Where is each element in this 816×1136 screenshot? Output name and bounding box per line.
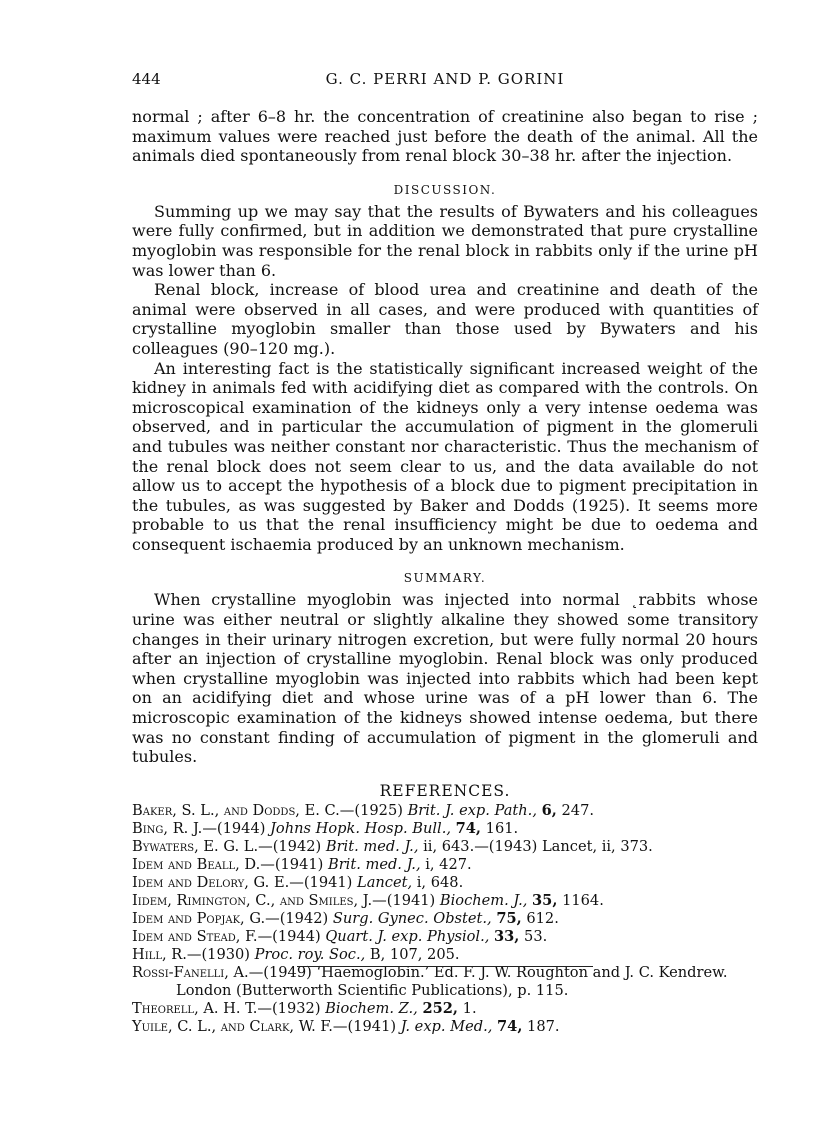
running-title: G. C. PERRI AND P. GORINI: [325, 70, 565, 88]
reference-item: Rossi-Fanelli, A.—(1949) ‘Haemoglobin.’ Ed. F. J. W. Roughton and J. C. Kendrew. London (Butterworth Scientific Publications), p. 115.: [132, 963, 728, 999]
reference-item: Bywaters, E. G. L.—(1942) Brit. med. J., ii, 643.—(1943) Lancet, ii, 373.: [132, 837, 653, 855]
reference-item: Bing, R. J.—(1944) Johns Hopk. Hosp. Bull., 74, 161.: [132, 819, 519, 837]
reference-item: Idem and Stead, F.—(1944) Quart. J. exp. Physiol., 33, 53.: [132, 927, 548, 945]
intro-paragraph: normal ; after 6–8 hr. the concentration of creatinine also began to rise ; maximum values were reached just before the death of the animal. All the animals died spontaneously from renal block 30–38 hr. after the injection.: [132, 107, 758, 166]
reference-item: Idem and Beall, D.—(1941) Brit. med. J., i, 427.: [132, 855, 472, 873]
discussion-paragraph-2: Renal block, increase of blood urea and creatinine and death of the animal were observed in all cases, and were produced with quantities of crystalline myoglobin smaller than those used by Bywaters and his colleagues (90–120 mg.).: [132, 280, 758, 358]
reference-item: Baker, S. L., and Dodds, E. C.—(1925) Brit. J. exp. Path., 6, 247.: [132, 801, 594, 819]
end-rule: [297, 966, 593, 967]
page-number: 444: [132, 70, 161, 88]
page-header: [132, 70, 758, 92]
reference-item: Theorell, A. H. T.—(1932) Biochem. Z., 252, 1.: [132, 999, 477, 1017]
references-heading: REFERENCES.: [379, 781, 511, 800]
reference-item: Idem and Popjak, G.—(1942) Surg. Gynec. Obstet., 75, 612.: [132, 909, 559, 927]
reference-item: Iidem, Rimington, C., and Smiles, J.—(1941) Biochem. J., 35, 1164.: [132, 891, 604, 909]
reference-item: Idem and Delory, G. E.—(1941) Lancet, i, 648.: [132, 873, 464, 891]
discussion-paragraph-1: Summing up we may say that the results of Bywaters and his colleagues were fully confirmed, but in addition we demonstrated that pure crystalline myoglobin was responsible for the renal block in rabbits only if the urine pH was lower than 6.: [132, 201, 758, 280]
reference-item: Hill, R.—(1930) Proc. roy. Soc., B, 107, 205.: [132, 945, 460, 963]
reference-item: Yuile, C. L., and Clark, W. F.—(1941) J. exp. Med., 74, 187.: [132, 1017, 560, 1035]
discussion-paragraph-3: An interesting fact is the statistically significant increased weight of the kidney in animals fed with acidifying diet as compared with the controls. On microscopical examination of the kidneys only a very intense oedema was observed, and in particular the accumulation of pigment in the glomeruli and tubules was neither constant nor characteristic. Thus the mechanism of the renal block does not seem clear to us, and the data available do not allow us to accept the hypothesis of a block due to pigment precipitation in the tubules, as was suggested by Baker and Dodds (1925). It seems more probable to us that the renal insufficiency might be due to oedema and consequent ischaemia produced by an unknown mechanism.: [132, 358, 758, 554]
summary-paragraph: When crystalline myoglobin was injected into normal ˛rabbits whose urine was either neutral or slightly alkaline they showed some transitory changes in their urinary nitrogen excretion, but were fully normal 20 hours after an injection of crystalline myoglobin. Renal block was only produced when crystalline myoglobin was injected into rabbits which had been kept on an acidifying diet and whose urine was of a pH lower than 6. The microscopic examination of the kidneys showed intense oedema, but there was no constant finding of accumulation of pigment in the glomeruli and tubules.: [132, 590, 758, 767]
summary-heading: SUMMARY.: [403, 571, 487, 586]
references-list: [132, 802, 758, 1036]
discussion-heading: DISCUSSION.: [393, 182, 497, 197]
page: [132, 70, 758, 1036]
